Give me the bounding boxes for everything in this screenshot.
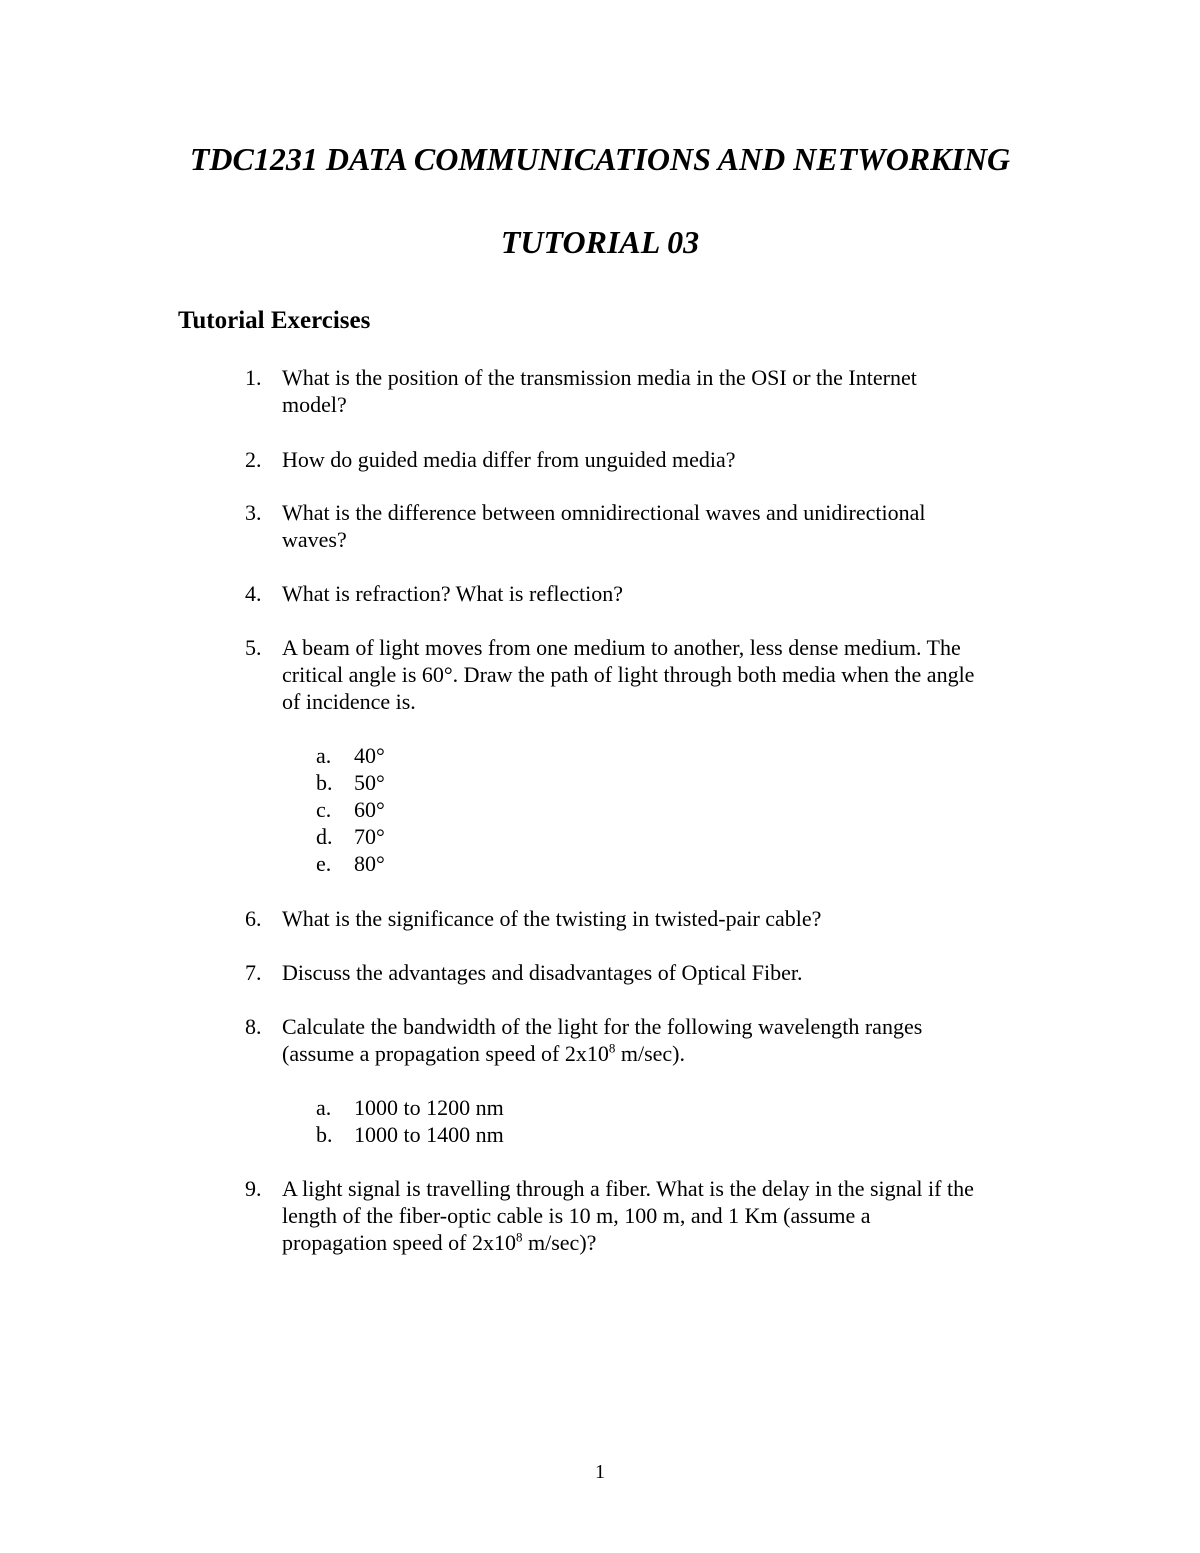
question-line (282, 1229, 1042, 1256)
question-text (282, 580, 1042, 607)
question-line: of incidence is. (282, 689, 416, 714)
section-heading: Tutorial Exercises (178, 307, 371, 334)
question-line: A light signal is travelling through a fiber. What is the delay in the signal if the (282, 1176, 974, 1201)
option-letter: e. (316, 851, 332, 876)
tutorial-title: TUTORIAL 03 (500, 224, 700, 260)
question-line: model? (282, 392, 347, 417)
question-text (282, 499, 1042, 553)
question-line: What is the position of the transmission media in the OSI or the Internet (282, 365, 917, 390)
option-text: 70° (354, 824, 385, 849)
question-text (282, 446, 1042, 473)
question-line-text: (assume a propagation speed of 2x10 (282, 1041, 609, 1066)
question-number: 8. (245, 1014, 262, 1039)
question-line: length of the fiber-optic cable is 10 m, 100 m, and 1 Km (assume a (282, 1203, 871, 1228)
question-number: 9. (245, 1176, 262, 1201)
question-number: 4. (245, 581, 262, 606)
question-line: Calculate the bandwidth of the light for the following wavelength ranges (282, 1014, 923, 1039)
question-line: How do guided media differ from unguided media? (282, 447, 736, 472)
question-text (282, 1013, 1042, 1067)
question-text (282, 1175, 1042, 1256)
question-number: 5. (245, 635, 262, 660)
question-number: 6. (245, 906, 262, 931)
exponent: 8 (608, 1040, 616, 1056)
question-line: Discuss the advantages and disadvantages of Optical Fiber. (282, 960, 803, 985)
question-line: What is refraction? What is reflection? (282, 581, 624, 606)
option-letter: a. (316, 743, 332, 768)
option-text: 40° (354, 743, 385, 768)
question-line: A beam of light moves from one medium to another, less dense medium. The (282, 635, 961, 660)
option-letter: b. (316, 1122, 333, 1147)
option-text: 1000 to 1400 nm (354, 1122, 504, 1147)
page-number: 1 (595, 1461, 605, 1483)
question-text (282, 905, 1042, 932)
question-line: What is the difference between omnidirectional waves and unidirectional (282, 500, 926, 525)
question-line: waves? (282, 527, 347, 552)
question-line: critical angle is 60°. Draw the path of light through both media when the angle (282, 662, 975, 687)
question-text (282, 634, 1042, 715)
question-number: 2. (245, 447, 262, 472)
option-text: 1000 to 1200 nm (354, 1095, 504, 1120)
question-line-text: m/sec). (615, 1041, 686, 1066)
question-line-text: m/sec)? (522, 1230, 597, 1255)
option-text: 50° (354, 770, 385, 795)
question-text (282, 959, 1042, 986)
option-text: 60° (354, 797, 385, 822)
document-title: TDC1231 DATA COMMUNICATIONS AND NETWORKING (189, 141, 1011, 177)
question-line: What is the significance of the twisting in twisted-pair cable? (282, 906, 822, 931)
option-text: 80° (354, 851, 385, 876)
exponent: 8 (516, 1229, 523, 1245)
question-text (282, 364, 1042, 418)
question-number: 7. (245, 960, 262, 985)
question-number: 1. (245, 365, 262, 390)
option-letter: c. (316, 797, 332, 822)
question-line-text: propagation speed of 2x10 (282, 1230, 516, 1255)
option-letter: a. (316, 1095, 332, 1120)
question-number: 3. (245, 500, 262, 525)
option-letter: b. (316, 770, 333, 795)
option-letter: d. (316, 824, 333, 849)
question-line (282, 1040, 1042, 1067)
